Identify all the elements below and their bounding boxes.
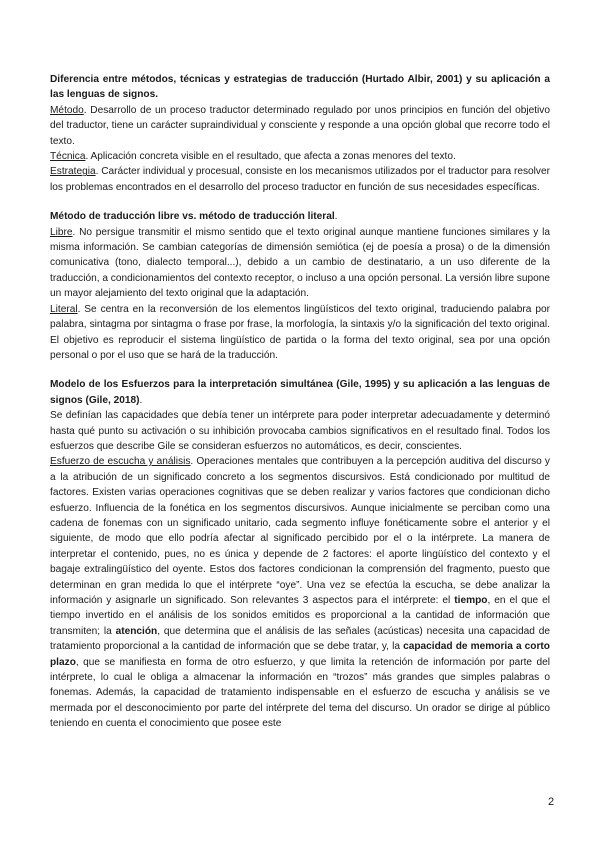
term-libre: Libre [50,226,73,238]
heading-text: Método de traducción libre vs. método de traducción literal [50,211,335,223]
section-heading-methods [50,72,550,103]
term-metodo: Método [50,104,84,116]
definition-text: . Se centra en la reconversión de los elementos lingüísticos del texto original, traduciendo palabra por palabra, sintagma por sintagma o frase por frase, la morfología, la sintaxis y/o la significación del texto original. El objetivo es reproducir el sistema lingüístico de partida o la forma del texto original, sea por una opción personal o por el uso que se hará de la traducción. [50,303,550,361]
paragraph-text: , que determina que el análisis de las señales (acústicas) necesita una capacidad de tratamiento proporcional a la cantidad de información que se debe tratar, y, la [50,625,551,653]
definition-escucha [50,454,550,731]
gile-intro: Se definían las capacidades que debía tener un intérprete para poder interpretar adecuadamente y determinó hasta qué punto su activación o su inhibición provocaba cambios significativos en el resultado final. Todos los esfuerzos que describe Gile se consideran esfuerzos no automáticos, es decir, conscientes. [50,410,550,452]
paragraph-text: . Operaciones mentales que contribuyen a la percepción auditiva del discurso y a la atribución de un significado concreto a los segmentos discursivos. Está condicionado por multitud de factores. Existen varias operaciones cognitivas que se deben realizar y varios factores que condicionan dicho esfuerzo. Influencia de la fonética en los segmentos discursivos. Aunque inicialmente se perciban como una cadena de fonemas con un significado unitario, cada segmento influye fonéticamente sobre el anterior y el siguiente, de modo que ello podría afectar al significado percibido por el o la intérprete. La manera de interpretar el contenido, pues, no es única y depende de 2 factores: el aporte lingüístico del contexto y el bagaje extralingüístico del oyente. Estos dos factores condicionan la comprensión del fragmento, puesto que determinan en gran medida lo que el intérprete “oye”. Una vez se efectúa la escucha, se debe analizar la información y asignarle un significado. Son relevantes 3 aspectos para el intérprete: el [50,456,550,606]
term-estrategia: Estrategia [50,166,96,178]
bold-term-memoria: capacidad de memoria a corto plazo [50,641,550,668]
definition-estrategia [50,164,550,195]
heading-period: . [334,211,338,223]
term-literal: Literal [50,303,78,315]
definition-libre [50,225,550,302]
heading-text: Diferencia entre métodos, técnicas y estrategias de traducción (Hurtado Albir, 2001) y su aplicación a las lenguas de signos. [50,74,550,101]
heading-text: Modelo de los Esfuerzos para la interpretación simultánea (Gile, 1995) y su aplicación a las lenguas de signos (Gile, 2018) [50,379,550,406]
paragraph-text: , que se manifiesta en forma de otro esfuerzo, y que limita la retención de información por parte del intérprete, lo cual le obliga a almacenar la información en “trozos” más grandes que simples palabras o fonemas. Además, la capacidad de tratamiento indispensable en el esfuerzo de escucha y análisis se ve mermada por el desconocimiento por parte del intérprete del tema del discurso. Un orador se dirige al público teniendo en cuenta el conocimiento que posee este [50,656,550,730]
definition-text: . Carácter individual y procesual, consiste en los mecanismos utilizados por el traductor para resolver los problemas encontrados en el desarrollo del proceso traductor en función de sus necesidades específicas. [50,166,550,193]
section-heading-gile [50,377,550,408]
definition-metodo [50,103,550,149]
definition-text: . Desarrollo de un proceso traductor determinado regulado por unos principios en función del objetivo del traductor, tiene un carácter supraindividual y consciente y responde a una opción global que recorre todo el texto. [50,104,550,147]
document-page [50,72,550,732]
heading-period: . [139,394,143,406]
definition-tecnica [50,149,550,164]
paragraph-text: , en el que el tiempo invertido en el análisis de los sonidos emitidos es proporcional a la cantidad de información que transmiten; la [50,595,550,637]
page-number: 2 [548,796,555,808]
bold-term-tiempo: tiempo [454,595,488,606]
term-tecnica: Técnica [50,151,86,163]
term-escucha: Esfuerzo de escucha y análisis [50,456,191,468]
definition-text: . No persigue transmitir el mismo sentido que el texto original aunque mantiene funciones similares y la misma información. Se cambian categorías de dimensión semiótica (ej de poesía a prosa) o de la dimensión comunicativa (tono, dialecto temporal...), debido a un cambio de destinatario, a un uso diferente de la traducción, a condicionamientos del contexto receptor, o incluso a una opción personal. La versión libre supone un mayor alejamiento del texto original que la adaptación. [50,226,550,300]
section-heading-libre-literal [50,209,550,224]
definition-literal [50,302,550,364]
bold-term-atencion: atención [115,625,158,637]
definition-text: . Aplicación concreta visible en el resultado, que afecta a zonas menores del texto. [85,151,456,163]
